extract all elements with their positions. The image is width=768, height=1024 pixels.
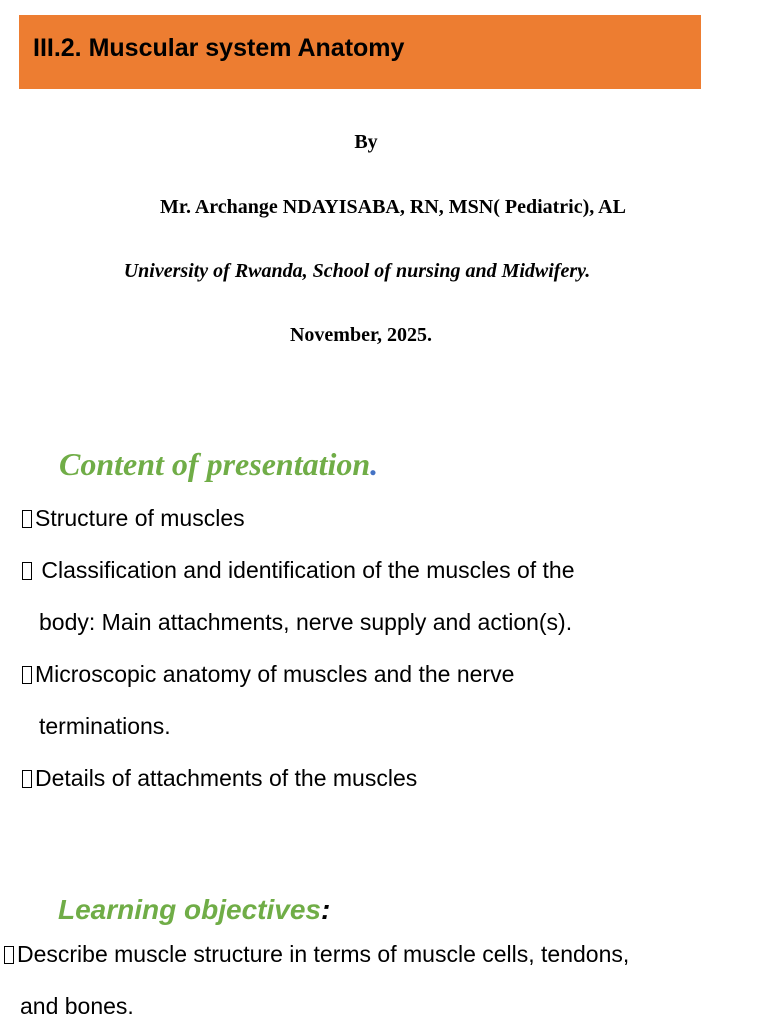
content-heading-text: Content of presentation xyxy=(59,446,371,482)
objectives-heading xyxy=(58,894,330,926)
byline-by: By xyxy=(354,131,378,153)
bullet-box-icon xyxy=(22,562,32,580)
list-item xyxy=(22,507,245,530)
university-line: University of Rwanda, School of nursing and Midwifery. xyxy=(123,260,591,282)
list-item-text: Structure of muscles xyxy=(35,505,245,531)
objectives-heading-text: Learning objectives xyxy=(58,894,321,925)
list-item xyxy=(22,767,417,790)
bullet-box-icon xyxy=(22,770,32,788)
bullet-box-icon xyxy=(22,666,32,684)
list-item xyxy=(4,943,629,966)
document-title: III.2. Muscular system Anatomy xyxy=(33,34,405,62)
list-item-continuation: terminations. xyxy=(39,713,171,739)
list-item-text: Details of attachments of the muscles xyxy=(35,765,418,791)
objectives-heading-colon: : xyxy=(320,894,331,925)
list-item-text: Microscopic anatomy of muscles and the nerve xyxy=(35,661,515,687)
title-banner xyxy=(19,15,701,89)
author-line: Mr. Archange NDAYISABA, RN, MSN( Pediatric), AL xyxy=(160,196,626,218)
list-item-text: Classification and identification of the muscles of the xyxy=(35,557,575,583)
date-line: November, 2025. xyxy=(289,324,433,346)
content-heading-period: . xyxy=(370,446,379,482)
bullet-box-icon xyxy=(22,510,32,528)
bullet-box-icon xyxy=(4,946,14,964)
list-item-continuation: and bones. xyxy=(20,993,134,1019)
list-item-text: Describe muscle structure in terms of muscle cells, tendons, xyxy=(17,941,630,967)
list-item xyxy=(22,663,514,686)
content-heading xyxy=(59,446,378,483)
list-item-continuation: body: Main attachments, nerve supply and action(s). xyxy=(39,609,573,635)
list-item xyxy=(22,559,575,582)
